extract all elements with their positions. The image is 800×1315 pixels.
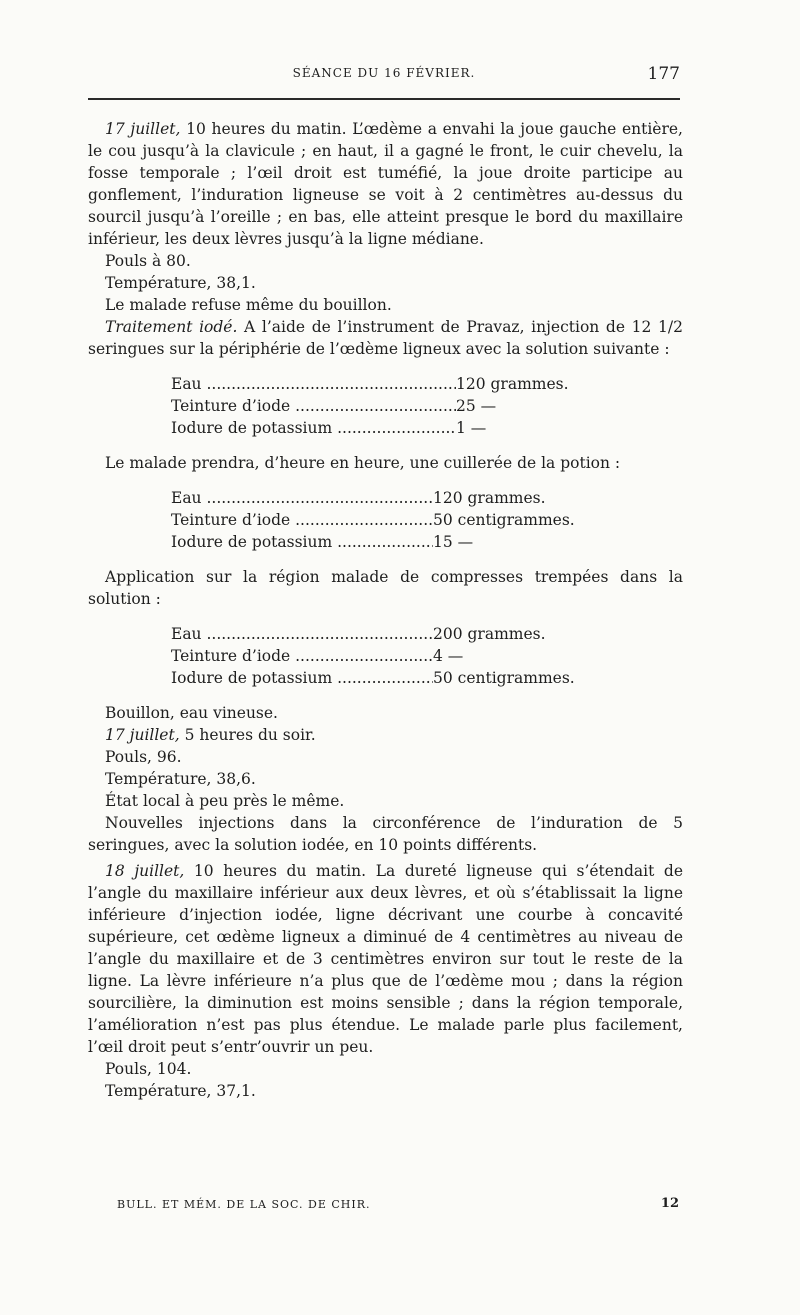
- pulse-line: Pouls à 80.: [105, 252, 191, 270]
- formula-injection: [171, 373, 683, 439]
- page-footer: [117, 1198, 679, 1211]
- formula-row: Iodure de potassium ..... 1 —: [171, 417, 683, 439]
- formula-row: Iodure de potassium ..... 15 —: [171, 531, 683, 553]
- treatment-label: Traitement iodé.: [105, 318, 238, 336]
- potion-intro: Le malade prendra, d’heure en heure, une cuillerée de la potion :: [105, 454, 621, 472]
- date-label: 18 juillet,: [105, 862, 185, 880]
- journal-title: BULL. ET MÉM. DE LA SOC. DE CHIR.: [117, 1198, 371, 1211]
- formula-row: Teinture d’iode ..... 4 —: [171, 645, 683, 667]
- page-number: 177: [647, 64, 680, 84]
- date-label: 17 juillet,: [105, 726, 180, 744]
- formula-compresses: [171, 623, 683, 689]
- date-label: 17 juillet,: [105, 120, 181, 138]
- header-rule: [88, 98, 680, 100]
- refusal-line: Le malade refuse même du bouillon.: [105, 296, 392, 314]
- application-intro: Application sur la région malade de compresses trempées dans la solution :: [88, 568, 683, 608]
- bouillon-line: Bouillon, eau vineuse.: [105, 704, 278, 722]
- temperature-line: Température, 37,1.: [105, 1082, 256, 1100]
- formula-row: Teinture d’iode ..... 50 centigrammes.: [171, 509, 683, 531]
- pulse-line: Pouls, 96.: [105, 748, 182, 766]
- running-head: SÉANCE DU 16 FÉVRIER.: [292, 66, 476, 80]
- page-header: [88, 64, 680, 88]
- paragraph-17-juillet-matin: 17 juillet, 10 heures du matin. L’œdème a envahi la joue gauche entière, le cou jusqu’à la clavicule ; en haut, il a gagné le front, le cuir chevelu, la fosse temporale ; l’œil droit est tuméfié, la joue droite participe au gonflement, l’induration ligneuse se voit à 2 centimètres au-dessus du sourcil jusqu’à l’oreille ; en bas, elle atteint presque le bord du maxillaire inférieur, les deux lèvres jusqu’à la ligne médiane.: [88, 120, 683, 248]
- formula-row: Iodure de potassium ..... 50 centigrammes.: [171, 667, 683, 689]
- local-state-line: État local à peu près le même.: [105, 792, 345, 810]
- paragraph-18-juillet: 18 juillet, 10 heures du matin. La dureté ligneuse qui s’étendait de l’angle du maxillaire inférieur aux deux lèvres, et où s’établissait la ligne inférieure d’injection iodée, ligne décrivant une courbe à concavité supérieure, cet œdème ligneux a diminué de 4 centimètres au niveau de l’angle du maxillaire et de 3 centimètres environ sur tout le reste de la ligne. La lèvre inférieure n’a plus que de l’œdème mou ; dans la région sourcilière, la diminution est moins sensible ; dans la région temporale, l’amélioration n’est pas plus étendue. Le malade parle plus facilement, l’œil droit peut s’entr’ouvrir un peu.: [88, 862, 683, 1056]
- formula-row: Eau ..... 120 grammes.: [171, 373, 683, 395]
- treatment-paragraph: Traitement iodé. A l’aide de l’instrument de Pravaz, injection de 12 1/2 seringues sur la périphérie de l’œdème ligneux avec la solution suivante :: [88, 318, 683, 358]
- formula-row: Eau ..... 200 grammes.: [171, 623, 683, 645]
- evening-entry: 17 juillet, 5 heures du soir.: [105, 726, 316, 744]
- temperature-line: Température, 38,1.: [105, 274, 256, 292]
- formula-row: Eau ..... 120 grammes.: [171, 487, 683, 509]
- formula-row: Teinture d’iode ..... 25 —: [171, 395, 683, 417]
- temperature-line: Température, 38,6.: [105, 770, 256, 788]
- formula-potion: [171, 487, 683, 553]
- page-body: [88, 118, 683, 1102]
- pulse-line: Pouls, 104.: [105, 1060, 192, 1078]
- injections-paragraph: Nouvelles injections dans la circonférence de l’induration de 5 seringues, avec la solution iodée, en 10 points différents.: [88, 814, 683, 854]
- signature-mark: 12: [660, 1196, 679, 1211]
